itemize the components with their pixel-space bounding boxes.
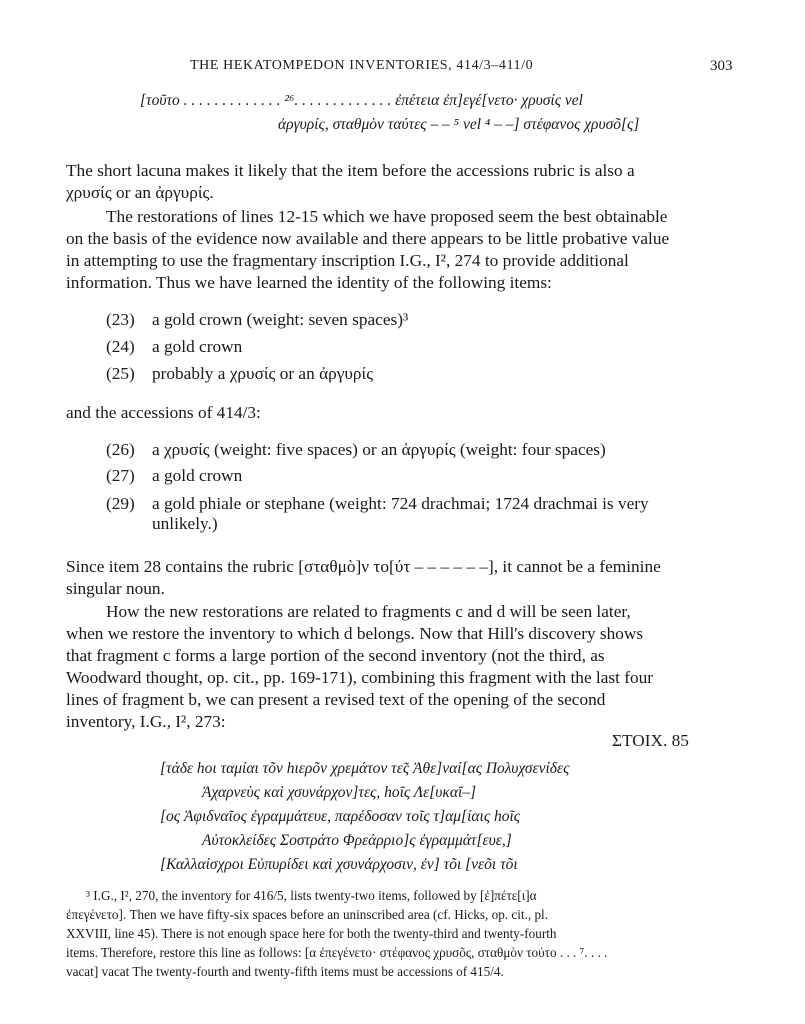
- p2-line-4: information. Thus we have learned the identity of the following items:: [66, 273, 552, 292]
- inscription-line: Αὐτοκλείδες Σοστράτο Φρεάρριο]ς ἐγραμμάτ[ευε,]: [202, 832, 512, 849]
- p3-accessions-intro: and the accessions of 414/3:: [66, 403, 261, 422]
- p4-line-2: singular noun.: [66, 579, 165, 598]
- restoration-line-1: [τοῦτο . . . . . . . . . . . . . ²⁶. . . . . . . . . . . . . ἐπέτεια ἐπ]εγέ[νετο· χρυσίς vel: [140, 92, 583, 109]
- inscription-line: [τάδε hοι ταμίαι τõν hιερõν χρεμάτον τε̃ς Ἀθε]ναί[ας Πολυχσενίδες: [160, 760, 570, 777]
- p2-line-2: on the basis of the evidence now available and there appears to be little probative value: [66, 229, 670, 248]
- running-title: THE HEKATOMPEDON INVENTORIES, 414/3–411/0: [190, 58, 534, 73]
- footnote-line: items. Therefore, restore this line as follows: [α ἐπεγένετο· στέφανος χρυσõς, σταθμὸν τούτο . . . ⁷. . . .: [66, 945, 608, 960]
- p5-line-6: inventory, I.G., I², 273:: [66, 712, 226, 731]
- item-number: (23): [106, 310, 135, 329]
- item-text: probably a χρυσίς or an ἀργυρίς: [152, 364, 374, 383]
- restoration-line-2: ἀργυρίς, σταθμὸν ταύτες – – ⁵ vel ⁴ – –] στέφανος χρυσõ[ς]: [278, 116, 640, 133]
- item-text: a χρυσίς (weight: five spaces) or an ἀργυρίς (weight: four spaces): [152, 440, 606, 459]
- item-number: (29): [106, 494, 135, 513]
- item-number: (24): [106, 337, 135, 356]
- inscription-line: [Καλλαίσχροι Εὐπυρίδει καὶ χσυνάρχοσιν, ἐν] τõι [νεõι τõι: [160, 856, 518, 873]
- p2-line-3: in attempting to use the fragmentary inscription I.G., I², 274 to provide additional: [66, 251, 629, 270]
- item-text: a gold phiale or stephane (weight: 724 drachmai; 1724 drachmai is very: [152, 494, 649, 513]
- footnote-line: ³ I.G., I², 270, the inventory for 416/5, lists twenty-two items, followed by [ἐ]πέτε[ι]α: [86, 888, 537, 903]
- p5-line-2: when we restore the inventory to which d belongs. Now that Hill's discovery shows: [66, 624, 644, 643]
- item-text-continued: unlikely.): [152, 514, 218, 533]
- p1-line-1: The short lacuna makes it likely that the item before the accessions rubric is also a: [66, 161, 635, 180]
- p4-line-1: Since item 28 contains the rubric [σταθμὸ]ν τo[ύτ – – – – – –], it cannot be a feminine: [66, 557, 661, 576]
- p5-line-3: that fragment c forms a large portion of the second inventory (not the third, as: [66, 646, 605, 665]
- item-number: (27): [106, 466, 135, 485]
- item-text: a gold crown (weight: seven spaces)³: [152, 310, 409, 329]
- p2-line-1: The restorations of lines 12-15 which we have proposed seem the best obtainable: [106, 207, 668, 226]
- inscription-line: Ἀχαρνεὺς καὶ χσυνάρχον]τες, hοῖς Λε[υκαῖ–]: [202, 784, 477, 801]
- footnote-line: XXVIII, line 45). There is not enough space here for both the twenty-third and twenty-fourth: [66, 926, 557, 941]
- footnote-line: vacat] vacat The twenty-fourth and twenty-fifth items must be accessions of 415/4.: [66, 964, 504, 979]
- p5-line-5: lines of fragment b, we can present a revised text of the opening of the second: [66, 690, 606, 709]
- footnote-line: ἐπεγένετο]. Then we have fifty-six spaces before an uninscribed area (cf. Hicks, op. cit., pl.: [66, 907, 549, 922]
- p5-line-4: Woodward thought, op. cit., pp. 169-171), combining this fragment with the last four: [66, 668, 654, 687]
- stoichedon-label: ΣΤΟΙΧ. 85: [612, 731, 689, 750]
- item-number: (26): [106, 440, 135, 459]
- item-number: (25): [106, 364, 135, 383]
- p5-line-1: How the new restorations are related to fragments c and d will be seen later,: [106, 602, 631, 621]
- item-text: a gold crown: [152, 337, 243, 356]
- p1-line-2: χρυσίς or an ἀργυρίς.: [66, 183, 214, 202]
- inscription-line: [ος Ἀφιδναῖος ἐγραμμάτευε, παρέδοσαν τοῖς τ]αμ[ίαις hοῖς: [160, 808, 521, 825]
- item-text: a gold crown: [152, 466, 243, 485]
- page-number: 303: [710, 58, 733, 74]
